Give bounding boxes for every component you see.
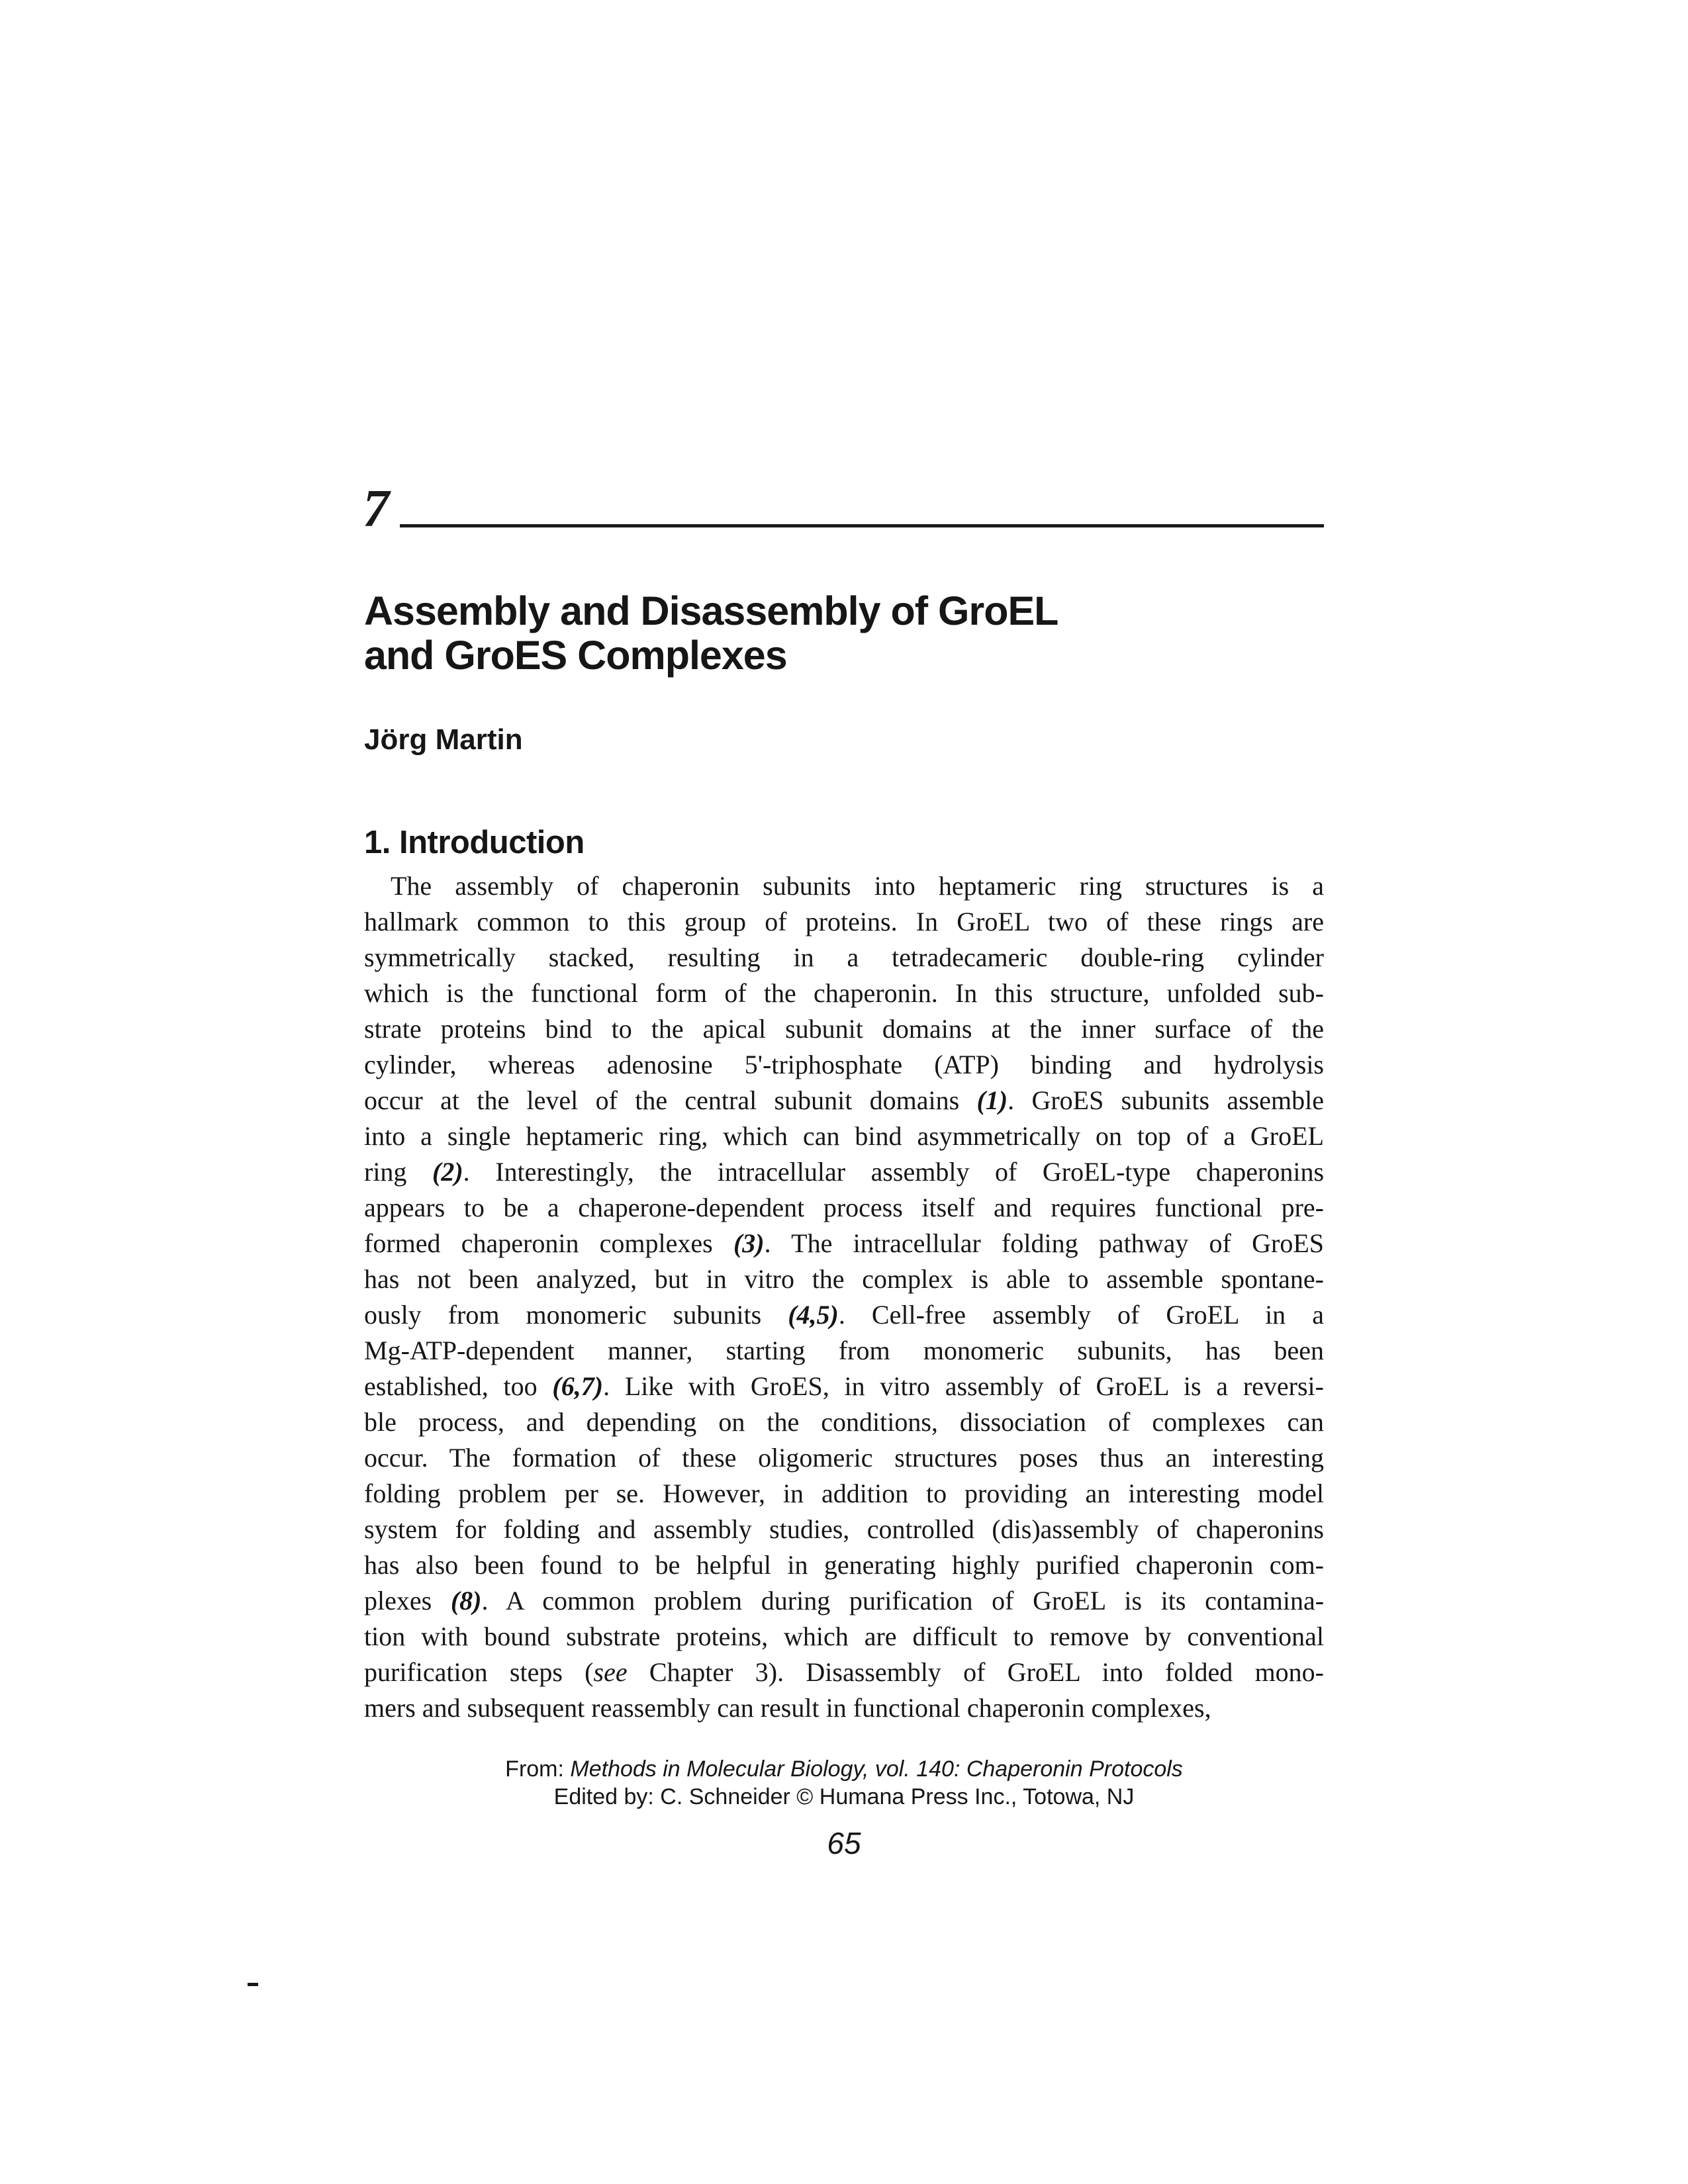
paragraph-line: ble process, and depending on the conditions, dissociation of complexes can xyxy=(364,1407,1324,1437)
paragraph-line: occur. The formation of these oligomeric structures poses thus an interesting xyxy=(364,1443,1324,1473)
paragraph-line: appears to be a chaperone-dependent process itself and requires functional pre- xyxy=(364,1193,1324,1222)
paragraph-line: ously from monomeric subunits (4,5). Cell-free assembly of GroEL in a xyxy=(364,1300,1324,1330)
paragraph-line: purification steps (see Chapter 3). Disassembly of GroEL into folded mono- xyxy=(364,1657,1324,1687)
paragraph-line: formed chaperonin complexes (3). The intracellular folding pathway of GroES xyxy=(364,1228,1325,1258)
footer-source-title: Methods in Molecular Biology, vol. 140: Chaperonin Protocols xyxy=(570,1756,1183,1782)
paragraph-line: system for folding and assembly studies, controlled (dis)assembly of chaperonins xyxy=(364,1514,1324,1544)
paragraph-line: tion with bound substrate proteins, which are difficult to remove by conventional xyxy=(364,1621,1324,1651)
paragraph-line: into a single heptameric ring, which can bind asymmetrically on top of a GroEL xyxy=(364,1121,1324,1151)
footer-source-line xyxy=(364,1755,1324,1783)
paragraph-line: hallmark common to this group of proteins. In GroEL two of these rings are xyxy=(364,907,1324,936)
chapter-title-line-2: and GroES Complexes xyxy=(364,633,787,678)
stray-ink-mark xyxy=(248,1983,258,1986)
paragraph-line: strate proteins bind to the apical subunit domains at the inner surface of the xyxy=(364,1014,1324,1044)
chapter-title xyxy=(364,589,1058,678)
chapter-rule-divider xyxy=(400,524,1324,527)
paragraph-line: ring (2). Interestingly, the intracellular assembly of GroEL-type chaperonins xyxy=(364,1157,1325,1187)
footer-source-prefix: From: xyxy=(505,1756,571,1782)
paragraph-line: occur at the level of the central subunit domains (1). GroES subunits assemble xyxy=(364,1085,1324,1115)
paragraph-line: The assembly of chaperonin subunits into heptameric ring structures is a xyxy=(391,871,1324,901)
footer-edited-line: Edited by: C. Schneider © Humana Press Inc., Totowa, NJ xyxy=(553,1784,1135,1809)
introduction-paragraph xyxy=(364,868,1324,1726)
section-heading-introduction: 1. Introduction xyxy=(364,825,585,860)
paragraph-line: folding problem per se. However, in addition to providing an interesting model xyxy=(364,1479,1324,1508)
paragraph-line: cylinder, whereas adenosine 5'-triphosphate (ATP) binding and hydrolysis xyxy=(364,1050,1324,1079)
paragraph-line: which is the functional form of the chaperonin. In this structure, unfolded sub- xyxy=(364,978,1324,1008)
paragraph-line: has also been found to be helpful in generating highly purified chaperonin com- xyxy=(364,1550,1324,1580)
paragraph-line: plexes (8). A common problem during purification of GroEL is its contamina- xyxy=(364,1586,1325,1615)
paragraph-line: mers and subsequent reassembly can result in functional chaperonin complexes, xyxy=(364,1693,1211,1723)
paragraph-line: established, too (6,7). Like with GroES, in vitro assembly of GroEL is a reversi- xyxy=(364,1371,1324,1401)
author-name: Jörg Martin xyxy=(364,723,523,756)
page-number: 65 xyxy=(827,1826,861,1860)
paragraph-line: symmetrically stacked, resulting in a tetradecameric double-ring cylinder xyxy=(364,942,1324,972)
paragraph-line: Mg-ATP-dependent manner, starting from monomeric subunits, has been xyxy=(364,1336,1324,1365)
page-footer xyxy=(364,1755,1324,1811)
chapter-number: 7 xyxy=(363,480,389,538)
paragraph-line: has not been analyzed, but in vitro the complex is able to assemble spontane- xyxy=(364,1264,1324,1294)
chapter-title-line-1: Assembly and Disassembly of GroEL xyxy=(364,588,1058,633)
